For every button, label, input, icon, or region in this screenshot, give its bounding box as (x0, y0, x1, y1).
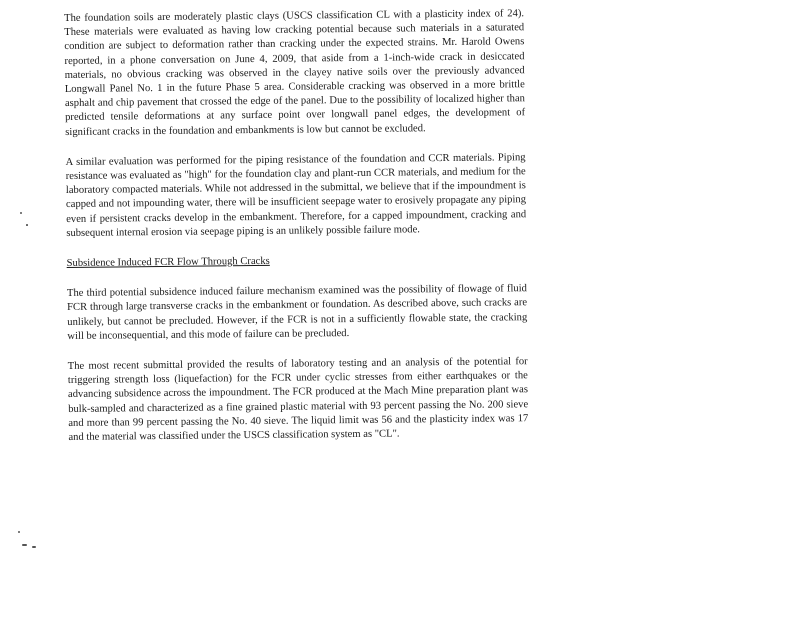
scan-artifact (32, 546, 36, 548)
paragraph-laboratory-testing: The most recent submittal provided the results of laboratory testing and an analysis of the potential for triggering strength loss (liquefaction) for the FCR under cyclic stresses from either earthquakes or the advancing subsidence across the impoundment. The FCR produced at the Mach Mine preparation plant was bulk-sampled and characterized as a fine grained plastic material with 93 percent passing the No. 200 sieve and more than 99 percent passing the No. 40 sieve. The liquid limit was 56 and the plasticity index was 17 and the material was classified under the USCS classification system as "CL". (67, 356, 529, 444)
scan-artifact (26, 224, 28, 226)
paragraph-flow-through-cracks: The third potential subsidence induced failure mechanism examined was the possibility of flowage of fluid FCR through large transverse cracks in the embankment or foundation. As described above, such cracks are unlikely, but cannot be precluded. However, if the FCR is not in a sufficiently flowable state, the cracking will be inconsequential, and this mode of failure can be precluded. (66, 283, 528, 342)
scan-artifact (22, 544, 27, 546)
paragraph-foundation-soils: The foundation soils are moderately plastic clays (USCS classification CL with a plasticity index of 24). These materials were evaluated as having low cracking potential because such materials in a saturated condition are subject to deformation rather than cracking under the expected strains. Mr. Harold Owens reported, in a phone conversation on June 4, 2009, that aside from a 1-inch-wide crack in desiccated materials, no obvious cracking was observed in the clayey native soils over the previously advanced Longwall Panel No. 1 in the future Phase 5 area. Considerable cracking was observed in a more brittle asphalt and chip pavement that crossed the edge of the panel. Due to the possibility of localized higher than predicted tensile deformations at any surface point over longwall panel edges, the development of significant cracks in the foundation and embankments is low but cannot be excluded. (64, 8, 526, 138)
scan-artifact (20, 212, 22, 214)
section-heading: Subsidence Induced FCR Flow Through Cracks (66, 255, 270, 270)
document-body (64, 7, 529, 461)
scan-artifact (18, 531, 20, 533)
paragraph-piping-resistance: A similar evaluation was performed for the piping resistance of the foundation and CCR materials. Piping resistance was evaluated as "high" for the foundation clay and plant-run CCR materials, and medium for the laboratory compacted materials. While not addressed in the submittal, we believe that if the impoundment is capped and not impounding water, there will be insufficient seepage water to erosively propagate any piping even if persistent cracks develop in the embankment. Therefore, for a capped impoundment, cracking and subsequent internal erosion via seepage piping is an unlikely possible failure mode. (65, 152, 527, 239)
